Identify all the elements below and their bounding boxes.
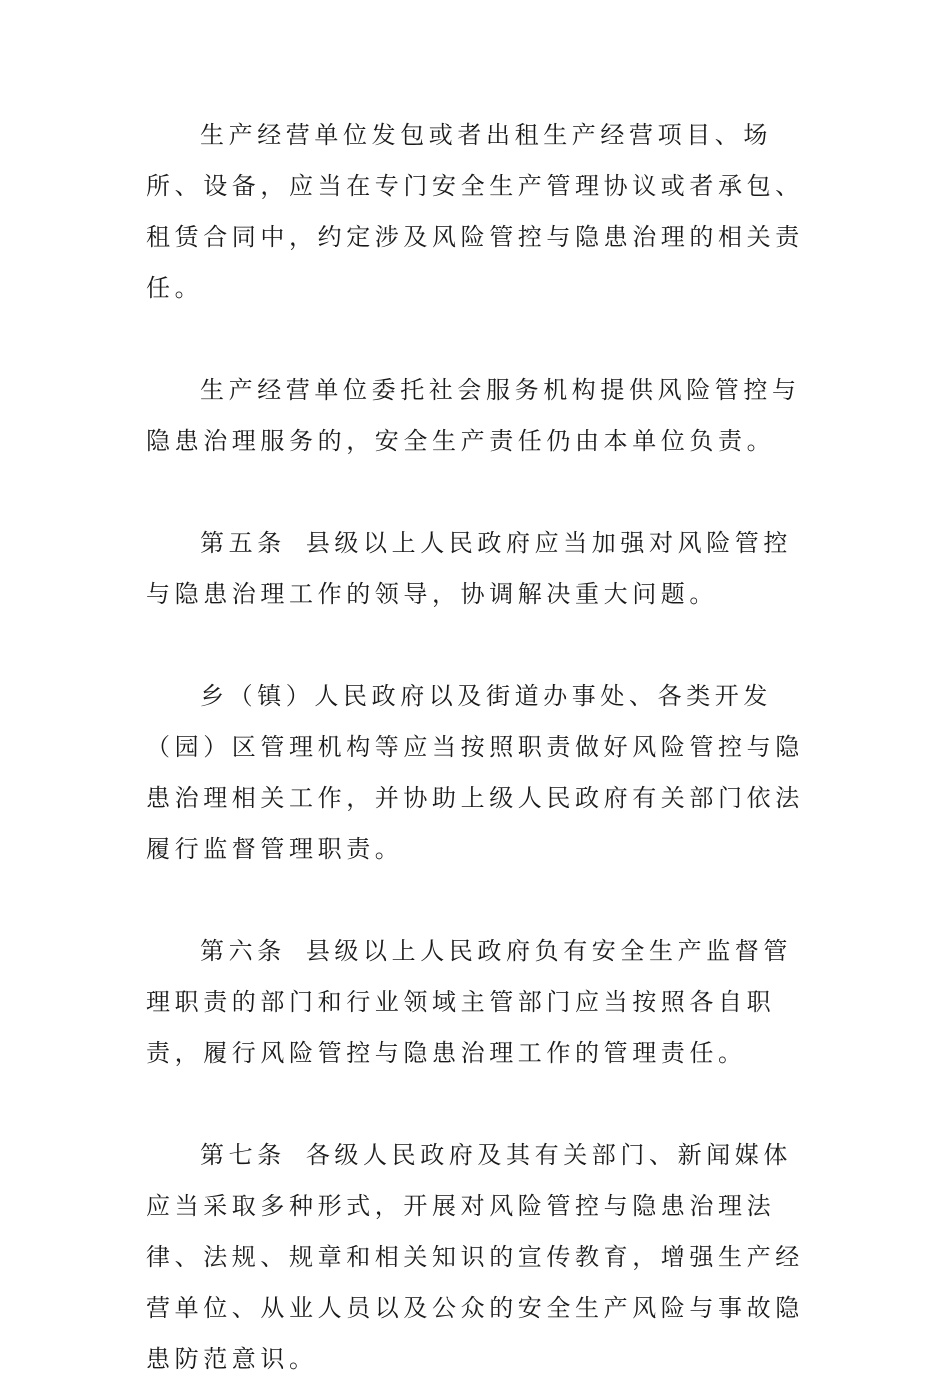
article-text: 县级以上人民政府应当加强对风险管控与隐患治理工作的领导，协调解决重大问题。 [146,529,793,608]
article-text: 各级人民政府及其有关部门、新闻媒体应当采取多种形式，开展对风险管控与隐患治理法律、法规、规章和相关知识的宣传教育，增强生产经营单位、从业人员以及公众的安全生产风险与事故隐患防范意识。 [146,1141,804,1373]
paragraph-subcontract-responsibility [146,110,810,314]
article-number: 第六条 [200,937,286,965]
paragraph-text: 生产经营单位发包或者出租生产经营项目、场所、设备，应当在专门安全生产管理协议或者承包、租赁合同中，约定涉及风险管控与隐患治理的相关责任。 [146,121,804,302]
paragraph-text: 乡（镇）人民政府以及街道办事处、各类开发（园）区管理机构等应当按照职责做好风险管控与隐患治理相关工作，并协助上级人民政府有关部门依法履行监督管理职责。 [146,682,804,863]
paragraph-township-duties [146,671,810,875]
document-body [146,110,810,1385]
article-5 [146,518,810,620]
article-6 [146,926,810,1079]
paragraph-text: 生产经营单位委托社会服务机构提供风险管控与隐患治理服务的，安全生产责任仍由本单位负责。 [146,376,801,455]
paragraph-service-agency-responsibility [146,365,810,467]
article-number: 第七条 [200,1141,286,1169]
article-number: 第五条 [200,529,286,557]
article-7 [146,1130,810,1385]
article-text: 县级以上人民政府负有安全生产监督管理职责的部门和行业领域主管部门应当按照各自职责，履行风险管控与隐患治理工作的管理责任。 [146,937,793,1067]
